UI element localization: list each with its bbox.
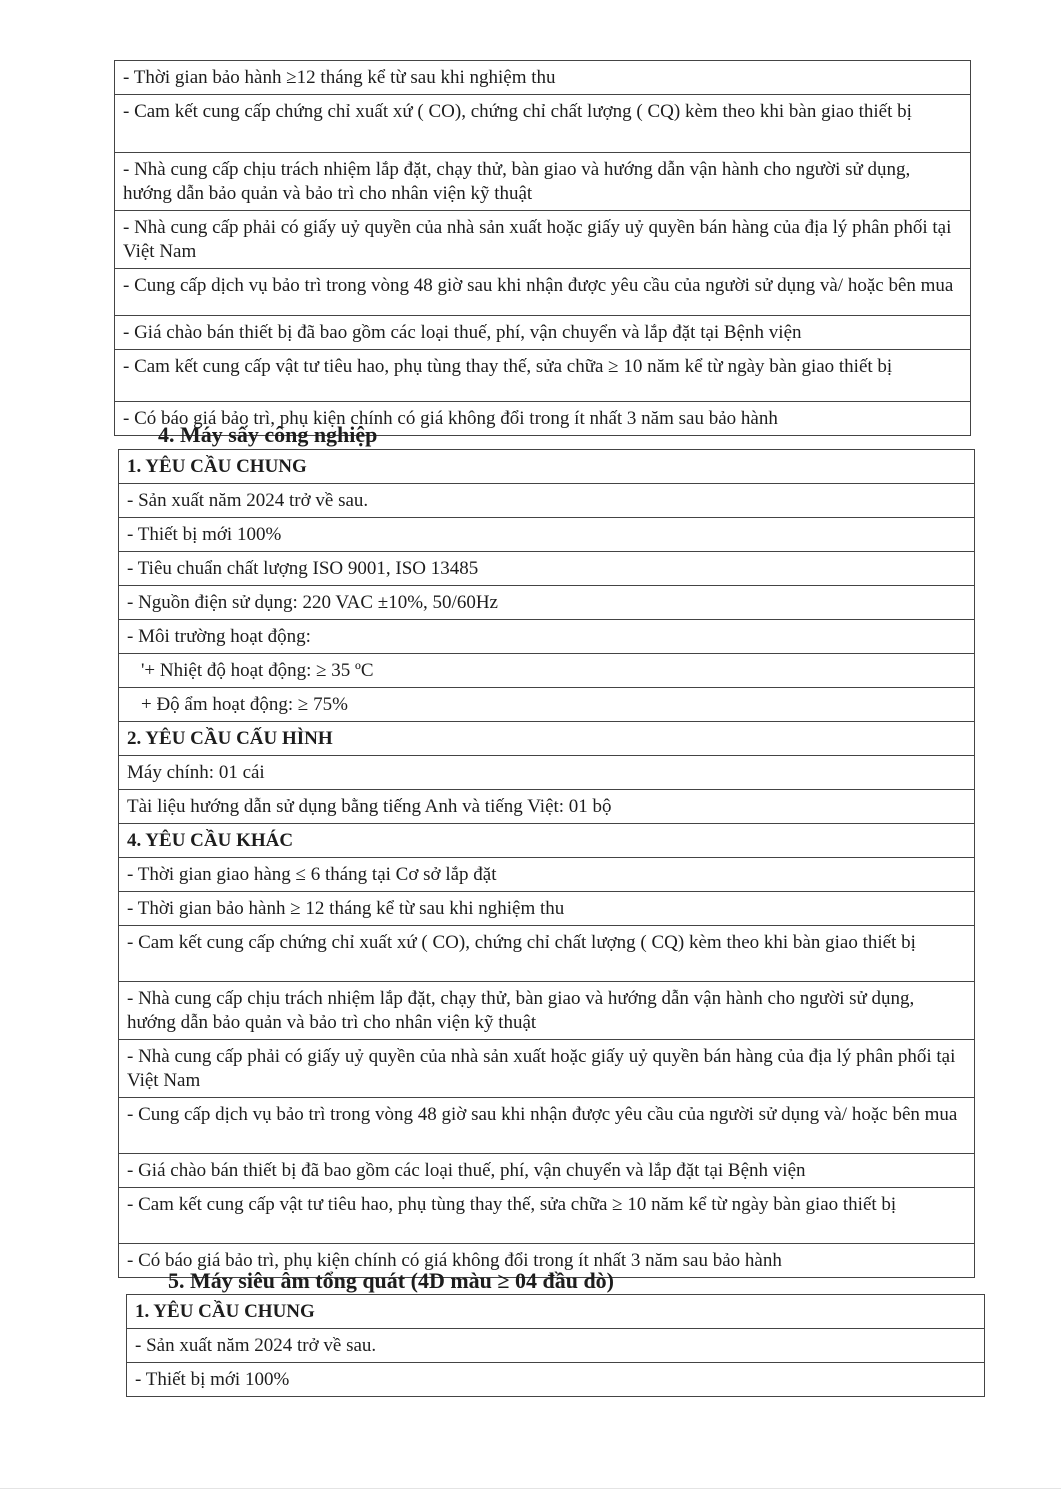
configuration-cell: Tài liệu hướng dẫn sử dụng bằng tiếng Anh và tiếng Việt: 01 bộ (119, 790, 975, 824)
table-row (119, 1098, 975, 1154)
page-bottom-rule (0, 1488, 1061, 1489)
requirement-cell: - Thời gian giao hàng ≤ 6 tháng tại Cơ sở lắp đặt (119, 858, 975, 892)
table-row (127, 1329, 985, 1363)
requirement-cell: - Sản xuất năm 2024 trở về sau. (119, 484, 975, 518)
requirement-cell: - Nhà cung cấp chịu trách nhiệm lắp đặt, chạy thử, bàn giao và hướng dẫn vận hành cho người sử dụng, hướng dẫn bảo quản và bảo trì cho nhân viện kỹ thuật (119, 982, 975, 1040)
previous-section-requirements-table (114, 60, 971, 436)
requirement-cell: - Thời gian bảo hành ≥ 12 tháng kể từ sau khi nghiệm thu (119, 892, 975, 926)
table-row (119, 688, 975, 722)
table-row (115, 95, 971, 153)
table-row (119, 824, 975, 858)
requirement-cell: - Giá chào bán thiết bị đã bao gồm các loại thuế, phí, vận chuyển và lắp đặt tại Bệnh viện (119, 1154, 975, 1188)
requirement-cell: - Có báo giá bảo trì, phụ kiện chính có giá không đổi trong ít nhất 3 năm sau bảo hành (119, 1244, 975, 1278)
table-row (127, 1295, 985, 1329)
table-row (119, 1188, 975, 1244)
table-row (115, 269, 971, 316)
configuration-cell: Máy chính: 01 cái (119, 756, 975, 790)
table-row (119, 484, 975, 518)
table-row (119, 1154, 975, 1188)
table-row (115, 61, 971, 95)
table-row (119, 858, 975, 892)
table-row (119, 926, 975, 982)
requirement-cell: - Nhà cung cấp phải có giấy uỷ quyền của nhà sản xuất hoặc giấy uỷ quyền bán hàng của địa lý phân phối tại Việt Nam (119, 1040, 975, 1098)
general-requirements-header: 1. YÊU CẦU CHUNG (119, 450, 975, 484)
table-row (115, 211, 971, 269)
section-4-title: 4. Máy sấy công nghiệp (158, 422, 378, 447)
requirement-cell: '+ Nhiệt độ hoạt động: ≥ 35 ºC (119, 654, 975, 688)
table-row (119, 790, 975, 824)
requirement-cell: + Độ ẩm hoạt động: ≥ 75% (119, 688, 975, 722)
requirement-cell: - Cung cấp dịch vụ bảo trì trong vòng 48 giờ sau khi nhận được yêu cầu của người sử dụng và/ hoặc bên mua (115, 269, 971, 316)
table-row (127, 1363, 985, 1397)
configuration-requirements-header: 2. YÊU CẦU CẤU HÌNH (119, 722, 975, 756)
requirement-cell: - Cung cấp dịch vụ bảo trì trong vòng 48 giờ sau khi nhận được yêu cầu của người sử dụng và/ hoặc bên mua (119, 1098, 975, 1154)
table-row (119, 450, 975, 484)
requirement-cell: - Có báo giá bảo trì, phụ kiện chính có giá không đổi trong ít nhất 3 năm sau bảo hành (115, 402, 971, 436)
requirement-cell: - Tiêu chuẩn chất lượng ISO 9001, ISO 13485 (119, 552, 975, 586)
table-row (115, 153, 971, 211)
requirement-cell: - Cam kết cung cấp vật tư tiêu hao, phụ tùng thay thế, sửa chữa ≥ 10 năm kể từ ngày bàn giao thiết bị (119, 1188, 975, 1244)
requirement-cell: - Sản xuất năm 2024 trở về sau. (127, 1329, 985, 1363)
section-5-requirements-table (126, 1294, 985, 1397)
table-row (119, 518, 975, 552)
table-row (119, 654, 975, 688)
requirement-cell: - Thiết bị mới 100% (127, 1363, 985, 1397)
table-row (115, 350, 971, 402)
table-row (115, 316, 971, 350)
table-row (119, 620, 975, 654)
requirement-cell: - Giá chào bán thiết bị đã bao gồm các loại thuế, phí, vận chuyển và lắp đặt tại Bệnh viện (115, 316, 971, 350)
table-row (119, 892, 975, 926)
requirement-cell: - Nhà cung cấp chịu trách nhiệm lắp đặt, chạy thử, bàn giao và hướng dẫn vận hành cho người sử dụng, hướng dẫn bảo quản và bảo trì cho nhân viện kỹ thuật (115, 153, 971, 211)
table-row (119, 1040, 975, 1098)
table-row (119, 586, 975, 620)
requirement-cell: - Cam kết cung cấp vật tư tiêu hao, phụ tùng thay thế, sửa chữa ≥ 10 năm kể từ ngày bàn giao thiết bị (115, 350, 971, 402)
requirement-cell: - Thời gian bảo hành ≥12 tháng kể từ sau khi nghiệm thu (115, 61, 971, 95)
requirement-cell: - Cam kết cung cấp chứng chỉ xuất xứ ( CO), chứng chỉ chất lượng ( CQ) kèm theo khi bàn giao thiết bị (119, 926, 975, 982)
table-row (119, 756, 975, 790)
requirement-cell: - Môi trường hoạt động: (119, 620, 975, 654)
table-row (119, 722, 975, 756)
other-requirements-header: 4. YÊU CẦU KHÁC (119, 824, 975, 858)
requirement-cell: - Thiết bị mới 100% (119, 518, 975, 552)
table-row (119, 552, 975, 586)
table-row (119, 982, 975, 1040)
general-requirements-header: 1. YÊU CẦU CHUNG (127, 1295, 985, 1329)
section-5-title: 5. Máy siêu âm tổng quát (4D màu ≥ 04 đầu dò) (168, 1268, 615, 1293)
requirement-cell: - Cam kết cung cấp chứng chỉ xuất xứ ( CO), chứng chỉ chất lượng ( CQ) kèm theo khi bàn giao thiết bị (115, 95, 971, 153)
section-4-requirements-table (118, 449, 975, 1278)
requirement-cell: - Nhà cung cấp phải có giấy uỷ quyền của nhà sản xuất hoặc giấy uỷ quyền bán hàng của địa lý phân phối tại Việt Nam (115, 211, 971, 269)
requirement-cell: - Nguồn điện sử dụng: 220 VAC ±10%, 50/60Hz (119, 586, 975, 620)
